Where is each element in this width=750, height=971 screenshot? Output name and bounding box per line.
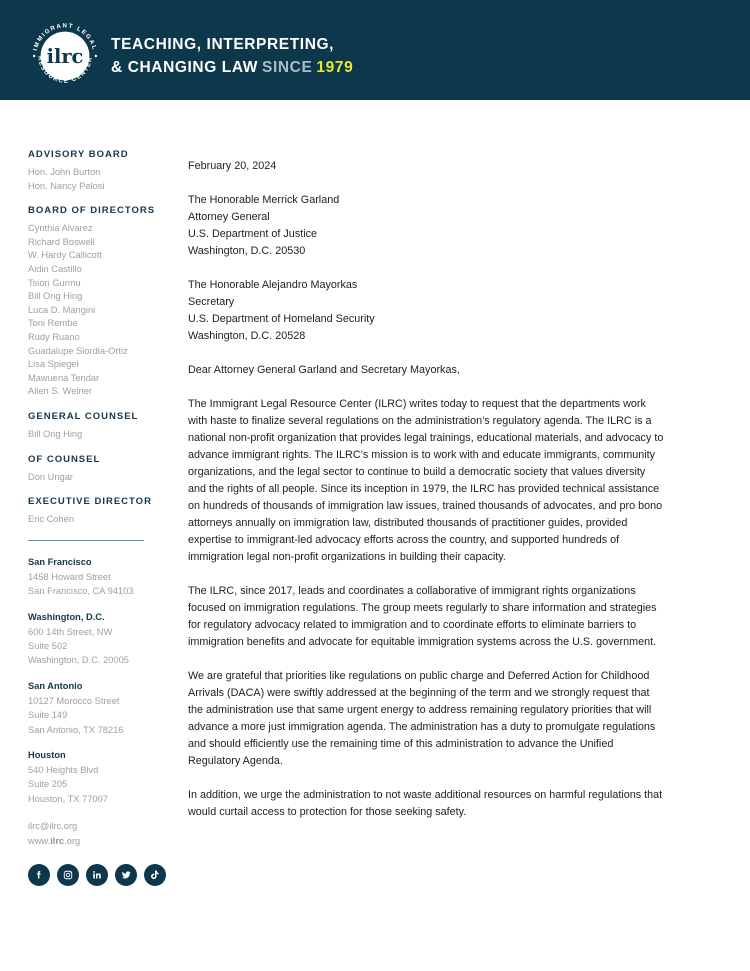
logo-monogram: ilrc bbox=[46, 44, 84, 68]
section-heading: BOARD OF DIRECTORS bbox=[28, 205, 156, 217]
board-member: Rudy Ruano bbox=[28, 331, 80, 342]
section-heading: EXECUTIVE DIRECTOR bbox=[28, 496, 152, 508]
sidebar-divider bbox=[28, 540, 144, 541]
salutation: Dear Attorney General Garland and Secretary Mayorkas, bbox=[188, 364, 460, 376]
paragraph-1: The Immigrant Legal Resource Center (ILRC) writes today to request that the departments work with haste to finalize several regulations on the administration’s regulatory agenda. The ILRC is a national non-profit organization that provides legal trainings, educational materials, and advocacy to advance immigrant rights. The ILRC’s mission is to work with and educate immigrants, community organizations, and the legal sector to continue to build a democratic society that values diversity and the rights of all people. Since its inception in 1979, the ILRC has provided technical assistance on hundreds of thousands of immigration law issues, trained thousands of advocates, and pro bono attorneys annually on immigration law, distributed thousands of practitioner guides, provided expertise to immigrant-led advocacy efforts across the country, and supported hundreds of immigration legal non-profit organizations in building their capacity. bbox=[188, 398, 664, 563]
office-address-line: San Francisco, CA 94103 bbox=[28, 586, 134, 597]
recipient-agency: U.S. Department of Homeland Security bbox=[188, 313, 375, 325]
tagline-year: 1979 bbox=[316, 59, 354, 76]
board-member: W. Hardy Callicott bbox=[28, 250, 102, 261]
office-address-line: 600 14th Street, NW bbox=[28, 626, 113, 637]
office-city: Houston bbox=[28, 749, 66, 760]
counsel-name: Bill Ong Hing bbox=[28, 428, 83, 439]
recipient-name: The Honorable Alejandro Mayorkas bbox=[188, 279, 358, 291]
board-member: Hon. Nancy Pelosi bbox=[28, 180, 105, 191]
tagline-line2-main: & CHANGING LAW bbox=[111, 59, 259, 76]
section-general-counsel bbox=[28, 410, 180, 442]
board-member: Aidin Castillo bbox=[28, 263, 82, 274]
board-member: Richard Boswell bbox=[28, 236, 95, 247]
office-address-line: Suite 149 bbox=[28, 710, 68, 721]
ilrc-logo-seal bbox=[30, 21, 100, 91]
office-address-line: 1458 Howard Street bbox=[28, 571, 111, 582]
board-member: Mawuena Tendar bbox=[28, 372, 100, 383]
logo-ring-bottom-text: RESOURCE CENTER bbox=[36, 55, 94, 85]
tiktok-icon[interactable] bbox=[144, 864, 166, 886]
board-member: Allen S. Weiner bbox=[28, 386, 92, 397]
paragraph-3: We are grateful that priorities like regulations on public charge and Deferred Action for Childhood Arrivals (DACA) were swiftly addressed at the beginning of the term and we strongly request that the administration use that same urgent energy to address remaining regulatory priorities that will advance a more just immigration agenda. The administration has a duty to promulgate regulations and should efficiently use the remaining time of this administration to advance the Unified Regulatory Agenda. bbox=[188, 670, 656, 767]
office-address-line: San Antonio, TX 78216 bbox=[28, 724, 124, 735]
section-of-counsel bbox=[28, 453, 180, 485]
email-link[interactable]: ilrc@ilrc.org bbox=[28, 821, 78, 832]
office-address-line: 540 Heights Blvd bbox=[28, 764, 99, 775]
facebook-icon[interactable] bbox=[28, 864, 50, 886]
twitter-icon[interactable] bbox=[115, 864, 137, 886]
office-address-line: Suite 205 bbox=[28, 779, 68, 790]
office-address-line: Houston, TX 77007 bbox=[28, 793, 108, 804]
board-member: Bill Ong Hing bbox=[28, 291, 83, 302]
office-washington-dc bbox=[28, 610, 180, 668]
board-member: Cynthia Alvarez bbox=[28, 223, 93, 234]
office-san-antonio bbox=[28, 679, 180, 737]
recipient-mayorkas bbox=[188, 277, 666, 345]
section-executive-director bbox=[28, 495, 180, 527]
letter-date: February 20, 2024 bbox=[188, 160, 277, 172]
paragraph-2: The ILRC, since 2017, leads and coordinates a collaborative of immigrant rights organizations focused on immigration regulations. The group meets regularly to share information and strategies for regulatory advocacy related to immigration and to coordinate efforts to eliminate barriers to immigration benefits and advocate for equitable immigration systems across the U.S. government. bbox=[188, 585, 657, 648]
recipient-title: Secretary bbox=[188, 296, 235, 308]
board-member: Tsion Gurmu bbox=[28, 277, 81, 288]
website-suffix: .org bbox=[64, 836, 81, 847]
recipient-garland bbox=[188, 192, 666, 260]
section-board-of-directors bbox=[28, 204, 180, 399]
tagline bbox=[111, 34, 353, 80]
recipient-city: Washington, D.C. 20528 bbox=[188, 330, 306, 342]
office-city: Washington, D.C. bbox=[28, 611, 105, 622]
section-advisory-board bbox=[28, 148, 180, 193]
logo-ring-top-text: IMMIGRANT LEGAL bbox=[32, 23, 98, 52]
website-prefix: www. bbox=[28, 836, 51, 847]
ilrc-logo bbox=[30, 21, 100, 91]
website-link[interactable] bbox=[28, 834, 180, 849]
recipient-city: Washington, D.C. 20530 bbox=[188, 245, 306, 257]
letterhead-sidebar bbox=[28, 148, 180, 886]
office-city: San Antonio bbox=[28, 680, 83, 691]
director-name: Eric Cohen bbox=[28, 514, 74, 525]
paragraph-4: In addition, we urge the administration to not waste additional resources on harmful regulations that would curtail access to protection for those seeking safety. bbox=[188, 789, 663, 818]
recipient-name: The Honorable Merrick Garland bbox=[188, 194, 340, 206]
website-bold: ilrc bbox=[50, 836, 65, 847]
instagram-icon[interactable] bbox=[57, 864, 79, 886]
section-heading: GENERAL COUNSEL bbox=[28, 410, 139, 422]
board-member: Lisa Spiegel bbox=[28, 359, 79, 370]
board-member: Guadalupe Siordia-Ortiz bbox=[28, 345, 128, 356]
recipient-title: Attorney General bbox=[188, 211, 270, 223]
office-address-line: 10127 Morocco Street bbox=[28, 695, 120, 706]
contact-block bbox=[28, 819, 180, 849]
letterhead-banner bbox=[0, 0, 750, 100]
section-heading: OF COUNSEL bbox=[28, 453, 101, 465]
office-san-francisco bbox=[28, 555, 180, 599]
board-member: Luca D. Mangini bbox=[28, 304, 96, 315]
office-city: San Francisco bbox=[28, 556, 92, 567]
linkedin-icon[interactable] bbox=[86, 864, 108, 886]
letter-body bbox=[188, 158, 666, 838]
section-heading: ADVISORY BOARD bbox=[28, 149, 129, 160]
office-address-line: Washington, D.C. 20005 bbox=[28, 655, 129, 666]
board-member: Hon. John Burton bbox=[28, 167, 101, 177]
recipient-agency: U.S. Department of Justice bbox=[188, 228, 318, 240]
office-address-line: Suite 502 bbox=[28, 640, 68, 651]
social-icons-row bbox=[28, 864, 180, 886]
counsel-name: Don Ungar bbox=[28, 471, 73, 482]
office-houston bbox=[28, 748, 180, 806]
tagline-since: SINCE bbox=[262, 59, 313, 76]
board-member: Toni Rembe bbox=[28, 318, 78, 329]
tagline-line2 bbox=[111, 56, 353, 80]
tagline-line1: TEACHING, INTERPRETING, bbox=[111, 36, 335, 53]
